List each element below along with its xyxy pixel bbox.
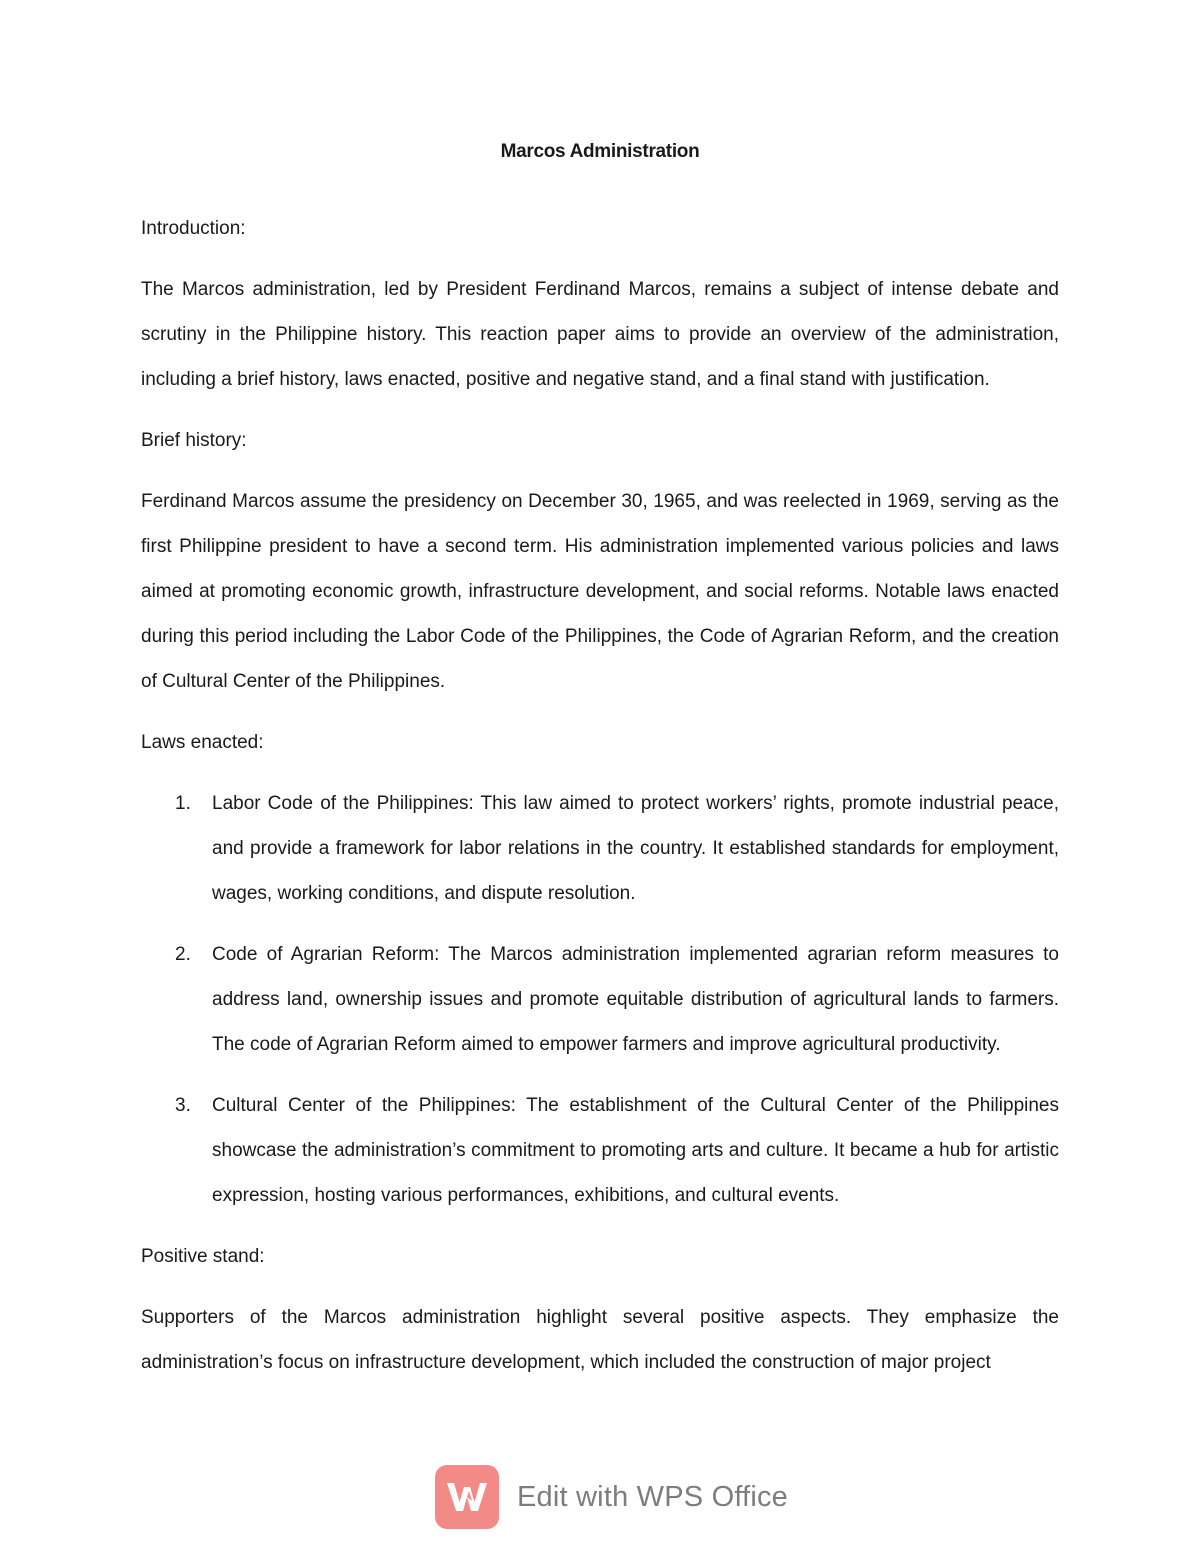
- history-paragraph: Ferdinand Marcos assume the presidency on December 30, 1965, and was reelected in 1969, serving as the first Philippine president to have a second term. His administration implemented various policies and laws aimed at promoting economic growth, infrastructure development, and social reforms. Notable laws enacted during this period including the Labor Code of the Philippines, the Code of Agrarian Reform, and the creation of Cultural Center of the Philippines.: [141, 491, 1059, 692]
- laws-list: [141, 781, 1059, 1218]
- law-text: Cultural Center of the Philippines: The establishment of the Cultural Center of the Philippines showcase the administration’s commitment to promoting arts and culture. It became a hub for artistic expression, hosting various performances, exhibitions, and cultural events.: [212, 1095, 1059, 1206]
- history-heading: Brief history:: [141, 430, 247, 451]
- wps-watermark-text: Edit with WPS Office: [517, 1480, 788, 1513]
- intro-paragraph: The Marcos administration, led by President Ferdinand Marcos, remains a subject of intense debate and scrutiny in the Philippine history. This reaction paper aims to provide an overview of the administration, including a brief history, laws enacted, positive and negative stand, and a final stand with justification.: [141, 279, 1059, 390]
- law-number: 3.: [175, 1095, 191, 1116]
- positive-heading: Positive stand:: [141, 1246, 265, 1267]
- law-text: Code of Agrarian Reform: The Marcos administration implemented agrarian reform measures to address land, ownership issues and promote equitable distribution of agricultural lands to farmers. The code of Agrarian Reform aimed to empower farmers and improve agricultural productivity.: [212, 944, 1059, 1055]
- document-body: [141, 206, 1059, 1401]
- law-item: [141, 1083, 1059, 1218]
- positive-paragraph: Supporters of the Marcos administration highlight several positive aspects. They emphasize the administration’s focus on infrastructure development, which included the construction of major project: [141, 1307, 1059, 1373]
- laws-heading: Laws enacted:: [141, 732, 264, 753]
- wps-logo-icon: [435, 1465, 499, 1529]
- law-number: 1.: [175, 793, 191, 814]
- law-number: 2.: [175, 944, 191, 965]
- intro-heading: Introduction:: [141, 218, 246, 239]
- document-title: Marcos Administration: [500, 141, 700, 162]
- law-item: [141, 781, 1059, 916]
- law-item: [141, 932, 1059, 1067]
- wps-watermark[interactable]: [435, 1464, 788, 1530]
- law-text: Labor Code of the Philippines: This law aimed to protect workers’ rights, promote industrial peace, and provide a framework for labor relations in the country. It established standards for employment, wages, working conditions, and dispute resolution.: [212, 793, 1059, 904]
